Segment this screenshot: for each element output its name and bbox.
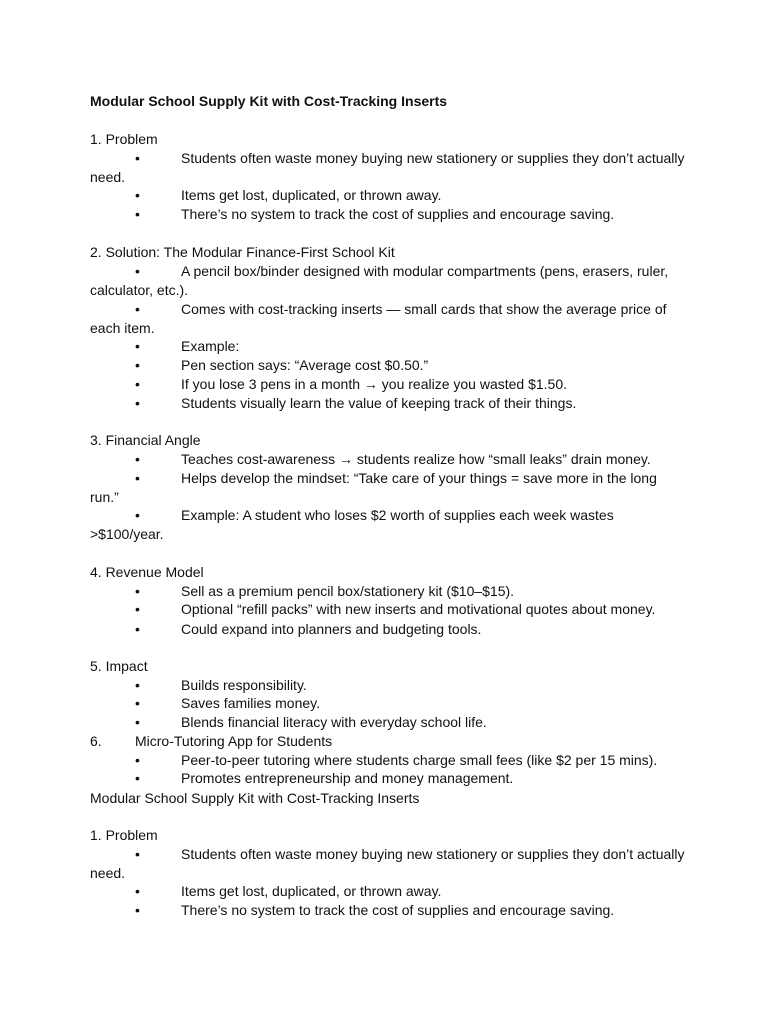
bullet-item	[135, 713, 487, 731]
section-heading-solution: 2. Solution: The Modular Finance-First School Kit	[90, 244, 395, 260]
document-title: Modular School Supply Kit with Cost-Tracking Inserts	[90, 93, 448, 109]
bullet-continuation: calculator, etc.).	[90, 282, 189, 298]
bullet-continuation: need.	[90, 865, 126, 881]
bullet-continuation: need.	[90, 169, 126, 185]
bullet-text: Students often waste money buying new stationery or supplies they don’t actually	[181, 846, 685, 862]
bullet-text: Example: A student who loses $2 worth of supplies each week wastes	[181, 507, 614, 523]
section-heading-micro-tutoring	[90, 732, 332, 750]
bullet-text: There’s no system to track the cost of supplies and encourage saving.	[181, 206, 615, 222]
bullet-item	[135, 751, 657, 769]
bullet-marker: •	[135, 677, 140, 693]
section-number: 6.	[90, 733, 102, 749]
bullet-continuation: each item.	[90, 320, 155, 336]
bullet-marker: •	[135, 714, 140, 730]
bullet-marker: •	[135, 583, 140, 599]
bullet-item	[135, 600, 655, 618]
bullet-item	[135, 375, 567, 393]
bullet-text: Comes with cost-tracking inserts — small cards that show the average price of	[181, 301, 667, 317]
bullet-text: Example:	[181, 338, 240, 354]
repeated-title: Modular School Supply Kit with Cost-Tracking Inserts	[90, 790, 420, 806]
bullet-marker: •	[135, 206, 140, 222]
bullet-text: Pen section says: “Average cost $0.50.”	[181, 357, 429, 373]
bullet-marker: •	[135, 883, 140, 899]
bullet-item	[135, 337, 239, 355]
section-heading-problem-repeat: 1. Problem	[90, 827, 158, 843]
bullet-item	[135, 186, 441, 204]
bullet-text: Items get lost, duplicated, or thrown away.	[181, 187, 442, 203]
bullet-marker: •	[135, 770, 140, 786]
bullet-text: Builds responsibility.	[181, 677, 307, 693]
bullet-text: There’s no system to track the cost of supplies and encourage saving.	[181, 902, 615, 918]
bullet-item	[135, 205, 614, 223]
bullet-item	[135, 506, 614, 524]
bullet-continuation: run.”	[90, 489, 119, 505]
bullet-text: Blends financial literacy with everyday school life.	[181, 714, 487, 730]
bullet-marker: •	[135, 601, 140, 617]
bullet-marker: •	[135, 301, 140, 317]
bullet-marker: •	[135, 695, 140, 711]
bullet-marker: •	[135, 187, 140, 203]
bullet-marker: •	[135, 752, 140, 768]
section-heading-revenue-model: 4. Revenue Model	[90, 564, 204, 580]
section-heading-problem: 1. Problem	[90, 131, 158, 147]
bullet-text: Optional “refill packs” with new inserts and motivational quotes about money.	[181, 601, 656, 617]
bullet-marker: •	[135, 376, 140, 392]
bullet-item	[135, 845, 685, 863]
bullet-text: Students visually learn the value of keeping track of their things.	[181, 395, 577, 411]
bullet-marker: •	[135, 470, 140, 486]
bullet-marker: •	[135, 846, 140, 862]
bullet-item	[135, 394, 576, 412]
bullet-text: Peer-to-peer tutoring where students charge small fees (like $2 per 15 mins).	[181, 752, 658, 768]
bullet-marker: •	[135, 263, 140, 279]
bullet-marker: •	[135, 507, 140, 523]
bullet-marker: •	[135, 902, 140, 918]
bullet-item	[135, 262, 668, 280]
bullet-marker: •	[135, 357, 140, 373]
bullet-item	[135, 149, 685, 167]
bullet-item	[135, 901, 614, 919]
bullet-text: Items get lost, duplicated, or thrown away.	[181, 883, 442, 899]
bullet-text: Teaches cost-awareness → students realize how “small leaks” drain money.	[181, 451, 651, 467]
section-heading-financial-angle: 3. Financial Angle	[90, 432, 201, 448]
bullet-marker: •	[135, 621, 140, 637]
bullet-item	[135, 582, 514, 600]
bullet-marker: •	[135, 395, 140, 411]
bullet-marker: •	[135, 338, 140, 354]
bullet-item	[135, 769, 513, 787]
bullet-item	[135, 620, 481, 638]
bullet-item	[135, 694, 320, 712]
bullet-item	[135, 676, 307, 694]
bullet-item	[135, 469, 657, 487]
bullet-item	[135, 882, 441, 900]
bullet-item	[135, 300, 667, 318]
bullet-text: Students often waste money buying new stationery or supplies they don’t actually	[181, 150, 685, 166]
bullet-text: A pencil box/binder designed with modular compartments (pens, erasers, ruler,	[181, 263, 669, 279]
bullet-marker: •	[135, 451, 140, 467]
bullet-continuation: >$100/year.	[90, 526, 164, 542]
bullet-text: Helps develop the mindset: “Take care of your things = save more in the long	[181, 470, 657, 486]
bullet-item	[135, 356, 428, 374]
section-heading-text: Micro-Tutoring App for Students	[135, 733, 333, 749]
bullet-text: Sell as a premium pencil box/stationery kit ($10–$15).	[181, 583, 515, 599]
bullet-text: If you lose 3 pens in a month → you realize you wasted $1.50.	[181, 376, 568, 392]
section-heading-impact: 5. Impact	[90, 658, 148, 674]
bullet-text: Saves families money.	[181, 695, 321, 711]
bullet-text: Promotes entrepreneurship and money management.	[181, 770, 514, 786]
bullet-item	[135, 450, 651, 468]
bullet-text: Could expand into planners and budgeting tools.	[181, 621, 482, 637]
bullet-marker: •	[135, 150, 140, 166]
